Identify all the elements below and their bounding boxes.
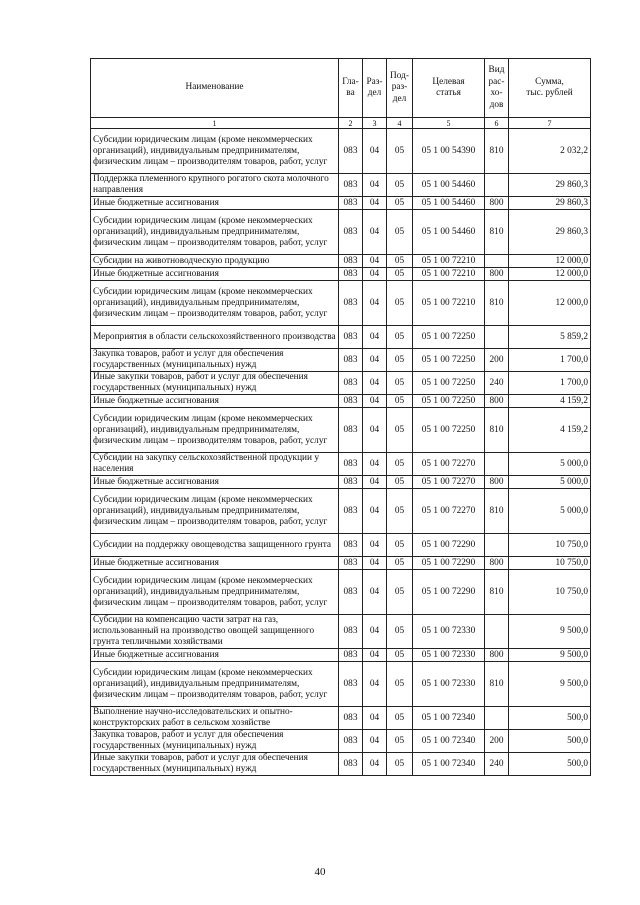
row-razdel: 04 [363, 395, 387, 408]
row-target-article: 05 1 00 72250 [413, 349, 485, 372]
row-razdel: 04 [363, 753, 387, 776]
table-row [91, 349, 591, 372]
row-expense-type: 800 [485, 557, 509, 570]
row-sum: 500,0 [509, 707, 591, 730]
row-sum: 29 860,3 [509, 210, 591, 255]
row-sum: 4 159,2 [509, 408, 591, 453]
row-razdel: 04 [363, 372, 387, 395]
row-glava: 083 [339, 372, 363, 395]
row-podrazdel: 05 [387, 649, 413, 662]
row-podrazdel: 05 [387, 395, 413, 408]
row-expense-type: 810 [485, 210, 509, 255]
header-expense-type: Вид рас- хо- дов [485, 59, 509, 118]
row-razdel: 04 [363, 730, 387, 753]
row-razdel: 04 [363, 349, 387, 372]
header-podrazdel: Под- раз- дел [387, 59, 413, 118]
row-sum: 9 500,0 [509, 662, 591, 707]
row-sum: 9 500,0 [509, 649, 591, 662]
row-podrazdel: 05 [387, 753, 413, 776]
column-number: 6 [485, 118, 509, 129]
table-row [91, 281, 591, 326]
table-row [91, 649, 591, 662]
row-target-article: 05 1 00 54460 [413, 210, 485, 255]
row-glava: 083 [339, 476, 363, 489]
table-row [91, 707, 591, 730]
table-row [91, 372, 591, 395]
row-name: Субсидии юридическим лицам (кроме некоммерческих организаций), индивидуальным предпринимателям, физическим лицам – производителям товаров, работ, услуг [91, 129, 339, 174]
row-expense-type: 810 [485, 489, 509, 534]
row-podrazdel: 05 [387, 453, 413, 476]
table-row [91, 570, 591, 615]
table-row [91, 730, 591, 753]
row-name: Субсидии юридическим лицам (кроме некоммерческих организаций), индивидуальным предпринимателям, физическим лицам – производителям товаров, работ, услуг [91, 210, 339, 255]
row-razdel: 04 [363, 534, 387, 557]
row-name: Иные бюджетные ассигнования [91, 557, 339, 570]
row-name: Мероприятия в области сельскохозяйственного производства [91, 326, 339, 349]
row-expense-type: 810 [485, 408, 509, 453]
row-glava: 083 [339, 395, 363, 408]
row-name: Иные бюджетные ассигнования [91, 268, 339, 281]
row-target-article: 05 1 00 72330 [413, 615, 485, 649]
row-glava: 083 [339, 174, 363, 197]
row-razdel: 04 [363, 489, 387, 534]
row-target-article: 05 1 00 72250 [413, 326, 485, 349]
row-expense-type: 810 [485, 662, 509, 707]
row-target-article: 05 1 00 72330 [413, 649, 485, 662]
row-target-article: 05 1 00 54390 [413, 129, 485, 174]
row-razdel: 04 [363, 281, 387, 326]
table-row [91, 476, 591, 489]
row-expense-type [485, 326, 509, 349]
row-expense-type: 240 [485, 753, 509, 776]
row-sum: 10 750,0 [509, 557, 591, 570]
row-podrazdel: 05 [387, 281, 413, 326]
header-name: Наименование [91, 59, 339, 118]
row-name: Субсидии на закупку сельскохозяйственной продукции у населения [91, 453, 339, 476]
row-name: Иные закупки товаров, работ и услуг для обеспечения государственных (муниципальных) нужд [91, 753, 339, 776]
row-target-article: 05 1 00 72330 [413, 662, 485, 707]
table-row [91, 255, 591, 268]
table-row [91, 615, 591, 649]
row-podrazdel: 05 [387, 476, 413, 489]
table-row [91, 395, 591, 408]
row-name: Поддержка племенного крупного рогатого скота молочного направления [91, 174, 339, 197]
column-number: 4 [387, 118, 413, 129]
row-sum: 4 159,2 [509, 395, 591, 408]
row-podrazdel: 05 [387, 197, 413, 210]
row-podrazdel: 05 [387, 210, 413, 255]
row-glava: 083 [339, 197, 363, 210]
table-row [91, 197, 591, 210]
row-glava: 083 [339, 489, 363, 534]
row-sum: 12 000,0 [509, 255, 591, 268]
row-expense-type: 800 [485, 649, 509, 662]
table-row [91, 268, 591, 281]
row-razdel: 04 [363, 174, 387, 197]
row-razdel: 04 [363, 615, 387, 649]
row-sum: 12 000,0 [509, 281, 591, 326]
row-glava: 083 [339, 268, 363, 281]
table-row [91, 753, 591, 776]
row-name: Субсидии юридическим лицам (кроме некоммерческих организаций), индивидуальным предпринимателям, физическим лицам – производителям товаров, работ, услуг [91, 489, 339, 534]
row-expense-type [485, 615, 509, 649]
row-podrazdel: 05 [387, 534, 413, 557]
row-name: Субсидии на компенсацию части затрат на газ, использованный на производство овощей защищенного грунта тепличными хозяйствами [91, 615, 339, 649]
row-sum: 1 700,0 [509, 349, 591, 372]
row-name: Субсидии юридическим лицам (кроме некоммерческих организаций), индивидуальным предпринимателям, физическим лицам – производителям товаров, работ, услуг [91, 408, 339, 453]
row-glava: 083 [339, 615, 363, 649]
row-expense-type [485, 534, 509, 557]
row-expense-type: 200 [485, 730, 509, 753]
table-row [91, 210, 591, 255]
row-podrazdel: 05 [387, 268, 413, 281]
table-row [91, 408, 591, 453]
row-target-article: 05 1 00 72250 [413, 395, 485, 408]
row-name: Субсидии юридическим лицам (кроме некоммерческих организаций), индивидуальным предпринимателям, физическим лицам – производителям товаров, работ, услуг [91, 570, 339, 615]
row-razdel: 04 [363, 557, 387, 570]
table-row [91, 489, 591, 534]
row-target-article: 05 1 00 72210 [413, 281, 485, 326]
row-glava: 083 [339, 281, 363, 326]
row-glava: 083 [339, 753, 363, 776]
row-sum: 5 859,2 [509, 326, 591, 349]
row-podrazdel: 05 [387, 570, 413, 615]
row-razdel: 04 [363, 570, 387, 615]
row-name: Иные бюджетные ассигнования [91, 476, 339, 489]
column-number-row [91, 118, 591, 129]
row-expense-type [485, 174, 509, 197]
row-name: Иные закупки товаров, работ и услуг для обеспечения государственных (муниципальных) нужд [91, 372, 339, 395]
row-expense-type: 800 [485, 268, 509, 281]
row-target-article: 05 1 00 72210 [413, 255, 485, 268]
row-podrazdel: 05 [387, 174, 413, 197]
row-expense-type [485, 255, 509, 268]
row-glava: 083 [339, 255, 363, 268]
row-target-article: 05 1 00 72250 [413, 372, 485, 395]
row-name: Субсидии юридическим лицам (кроме некоммерческих организаций), индивидуальным предпринимателям, физическим лицам – производителям товаров, работ, услуг [91, 281, 339, 326]
row-glava: 083 [339, 557, 363, 570]
row-target-article: 05 1 00 72210 [413, 268, 485, 281]
row-glava: 083 [339, 570, 363, 615]
row-sum: 12 000,0 [509, 268, 591, 281]
row-podrazdel: 05 [387, 730, 413, 753]
table-header-row [91, 59, 591, 118]
row-glava: 083 [339, 649, 363, 662]
row-glava: 083 [339, 453, 363, 476]
row-sum: 1 700,0 [509, 372, 591, 395]
row-name: Субсидии юридическим лицам (кроме некоммерческих организаций), индивидуальным предпринимателям, физическим лицам – производителям товаров, работ, услуг [91, 662, 339, 707]
row-name: Закупка товаров, работ и услуг для обеспечения государственных (муниципальных) нужд [91, 349, 339, 372]
row-glava: 083 [339, 730, 363, 753]
header-glava: Гла- ва [339, 59, 363, 118]
row-glava: 083 [339, 326, 363, 349]
row-razdel: 04 [363, 662, 387, 707]
table-row [91, 174, 591, 197]
page-number: 40 [314, 866, 326, 878]
column-number: 1 [91, 118, 339, 129]
row-razdel: 04 [363, 255, 387, 268]
table-row [91, 453, 591, 476]
row-razdel: 04 [363, 649, 387, 662]
row-podrazdel: 05 [387, 707, 413, 730]
row-podrazdel: 05 [387, 372, 413, 395]
row-name: Субсидии на животноводческую продукцию [91, 255, 339, 268]
row-target-article: 05 1 00 72340 [413, 730, 485, 753]
row-podrazdel: 05 [387, 615, 413, 649]
row-target-article: 05 1 00 72250 [413, 408, 485, 453]
row-podrazdel: 05 [387, 326, 413, 349]
row-target-article: 05 1 00 54460 [413, 174, 485, 197]
row-target-article: 05 1 00 72340 [413, 707, 485, 730]
header-sum: Сумма, тыс. рублей [509, 59, 591, 118]
row-target-article: 05 1 00 72290 [413, 557, 485, 570]
row-expense-type: 810 [485, 129, 509, 174]
row-sum: 5 000,0 [509, 489, 591, 534]
table-row [91, 326, 591, 349]
row-expense-type: 200 [485, 349, 509, 372]
row-sum: 500,0 [509, 753, 591, 776]
row-razdel: 04 [363, 197, 387, 210]
row-razdel: 04 [363, 268, 387, 281]
row-name: Субсидии на поддержку овощеводства защищенного грунта [91, 534, 339, 557]
row-razdel: 04 [363, 476, 387, 489]
row-target-article: 05 1 00 72290 [413, 570, 485, 615]
row-sum: 2 032,2 [509, 129, 591, 174]
row-sum: 500,0 [509, 730, 591, 753]
row-podrazdel: 05 [387, 255, 413, 268]
row-target-article: 05 1 00 54460 [413, 197, 485, 210]
row-expense-type [485, 453, 509, 476]
table-row [91, 662, 591, 707]
row-glava: 083 [339, 349, 363, 372]
row-expense-type: 800 [485, 476, 509, 489]
row-name: Иные бюджетные ассигнования [91, 197, 339, 210]
row-expense-type [485, 707, 509, 730]
table-row [91, 557, 591, 570]
table-row [91, 534, 591, 557]
header-razdel: Раз- дел [363, 59, 387, 118]
row-target-article: 05 1 00 72290 [413, 534, 485, 557]
row-expense-type: 800 [485, 197, 509, 210]
row-glava: 083 [339, 662, 363, 707]
row-glava: 083 [339, 210, 363, 255]
row-name: Выполнение научно-исследовательских и опытно-конструкторских работ в сельском хозяйстве [91, 707, 339, 730]
row-glava: 083 [339, 534, 363, 557]
row-name: Иные бюджетные ассигнования [91, 395, 339, 408]
budget-table [90, 58, 591, 776]
row-name: Закупка товаров, работ и услуг для обеспечения государственных (муниципальных) нужд [91, 730, 339, 753]
row-razdel: 04 [363, 408, 387, 453]
row-target-article: 05 1 00 72270 [413, 476, 485, 489]
row-razdel: 04 [363, 326, 387, 349]
row-podrazdel: 05 [387, 349, 413, 372]
row-target-article: 05 1 00 72270 [413, 453, 485, 476]
row-podrazdel: 05 [387, 662, 413, 707]
row-podrazdel: 05 [387, 557, 413, 570]
table-body [91, 129, 591, 776]
row-target-article: 05 1 00 72340 [413, 753, 485, 776]
row-razdel: 04 [363, 210, 387, 255]
row-glava: 083 [339, 129, 363, 174]
row-razdel: 04 [363, 707, 387, 730]
row-podrazdel: 05 [387, 129, 413, 174]
row-expense-type: 810 [485, 570, 509, 615]
row-sum: 5 000,0 [509, 453, 591, 476]
row-glava: 083 [339, 408, 363, 453]
row-podrazdel: 05 [387, 489, 413, 534]
row-expense-type: 240 [485, 372, 509, 395]
row-sum: 9 500,0 [509, 615, 591, 649]
row-sum: 10 750,0 [509, 570, 591, 615]
column-number: 7 [509, 118, 591, 129]
column-number: 5 [413, 118, 485, 129]
header-target-article: Целевая статья [413, 59, 485, 118]
row-sum: 29 860,3 [509, 197, 591, 210]
row-podrazdel: 05 [387, 408, 413, 453]
row-razdel: 04 [363, 129, 387, 174]
row-sum: 10 750,0 [509, 534, 591, 557]
row-glava: 083 [339, 707, 363, 730]
row-razdel: 04 [363, 453, 387, 476]
column-number: 3 [363, 118, 387, 129]
table-row [91, 129, 591, 174]
row-expense-type: 800 [485, 395, 509, 408]
row-sum: 29 860,3 [509, 174, 591, 197]
column-number: 2 [339, 118, 363, 129]
row-sum: 5 000,0 [509, 476, 591, 489]
row-target-article: 05 1 00 72270 [413, 489, 485, 534]
row-expense-type: 810 [485, 281, 509, 326]
row-name: Иные бюджетные ассигнования [91, 649, 339, 662]
